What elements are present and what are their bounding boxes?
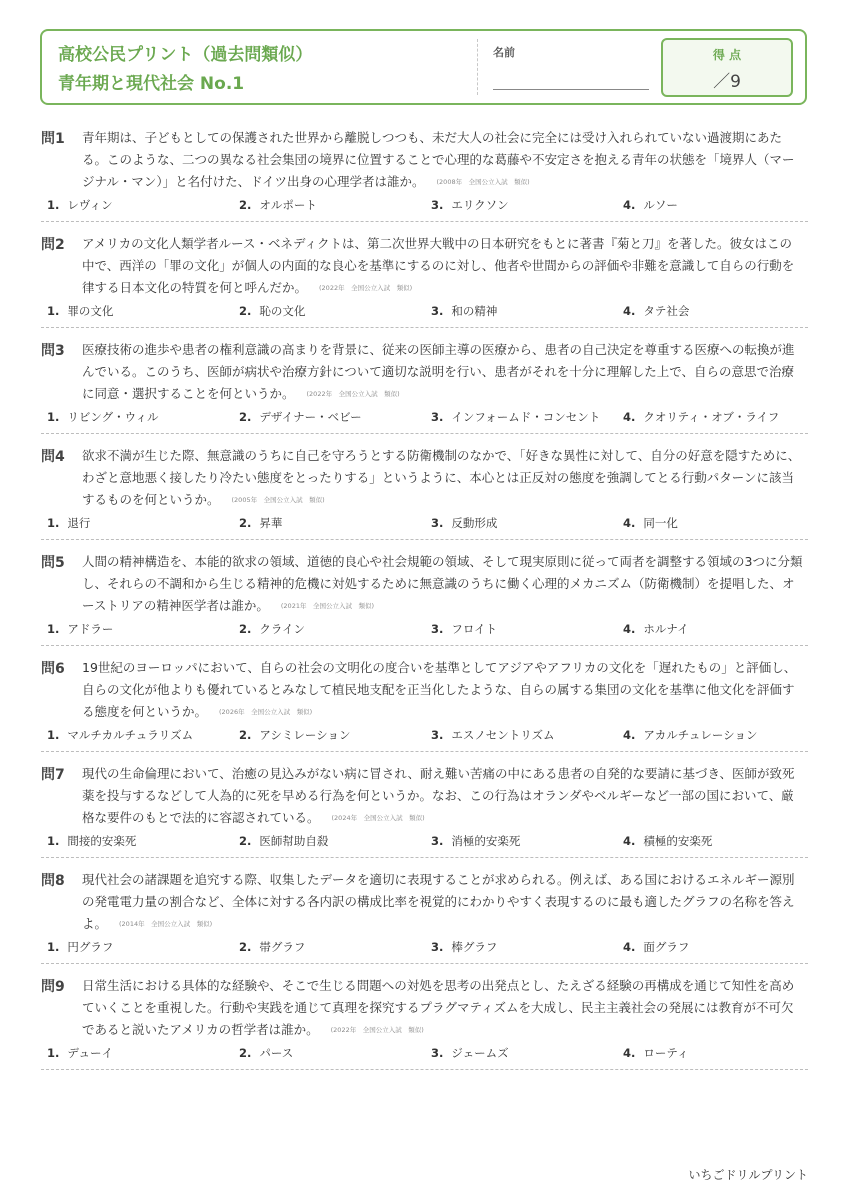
question-block xyxy=(41,546,808,646)
choice-number: 4. xyxy=(623,834,636,848)
question-block xyxy=(41,228,808,328)
answer-choice[interactable] xyxy=(623,939,689,955)
answer-choice[interactable] xyxy=(239,939,305,955)
answer-choice[interactable] xyxy=(431,1045,509,1061)
choice-number: 1. xyxy=(47,622,60,636)
question-body: 現代社会の諸課題を追究する際、収集したデータを適切に表現することが求められる。例えば、ある国におけるエネルギー源別の発電電力量の割合など、全体に対する各内訳の構成比率を視覚的にわかりやすく表現するのに最も適したグラフの名称を答えよ。 xyxy=(82,872,795,931)
question-number: 問7 xyxy=(41,767,65,783)
choice-number: 4. xyxy=(623,198,636,212)
question-text xyxy=(82,763,803,829)
question-source: (2005年 全国公立入試 類似) xyxy=(231,496,325,504)
question-body: 19世紀のヨーロッパにおいて、自らの社会の文明化の度合いを基準としてアジアやアフリカの文化を「遅れたもの」と評価し、自らの文化が他よりも優れているとみなして植民地支配を正当化したような、自らの属する集団の文化を基準に他文化を評価する態度を何というか。 xyxy=(82,660,797,719)
choice-label: 間接的安楽死 xyxy=(67,834,137,848)
choice-number: 3. xyxy=(431,834,444,848)
choice-label: マルチカルチュラリズム xyxy=(67,728,194,742)
name-label: 名前 xyxy=(493,46,515,59)
answer-choice[interactable] xyxy=(47,197,113,213)
answer-choice[interactable] xyxy=(623,727,757,743)
choice-number: 3. xyxy=(431,410,444,424)
answer-choice[interactable] xyxy=(47,727,193,743)
choice-number: 1. xyxy=(47,1046,60,1060)
question-block xyxy=(41,758,808,858)
question-text xyxy=(82,975,803,1041)
question-body: 日常生活における具体的な経験や、そこで生じる問題への対処を思考の出発点とし、たえざる経験の再構成を通じて知性を高めていくことを重視した。行動や実践を通じて真理を探究するプラグマティズムを大成し、民主主義社会の発展には教育が不可欠であると説いたアメリカの哲学者は誰か。 xyxy=(82,978,795,1037)
question-number: 問4 xyxy=(41,449,65,465)
choice-label: パース xyxy=(259,1046,294,1060)
choice-number: 1. xyxy=(47,410,60,424)
question-text xyxy=(82,869,803,935)
question-source: (2008年 全国公立入試 類似) xyxy=(436,178,530,186)
choice-label: 昇華 xyxy=(259,516,283,530)
answer-choice[interactable] xyxy=(431,303,497,319)
choice-number: 2. xyxy=(239,728,252,742)
choice-label: 罪の文化 xyxy=(67,304,114,318)
choice-number: 2. xyxy=(239,410,252,424)
choice-label: 同一化 xyxy=(643,516,678,530)
answer-choice[interactable] xyxy=(431,939,497,955)
choice-number: 4. xyxy=(623,1046,636,1060)
answer-choice[interactable] xyxy=(239,727,350,743)
choice-label: フロイト xyxy=(451,622,498,636)
choice-label: リビング・ウィル xyxy=(67,410,159,424)
question-body: 現代の生命倫理において、治癒の見込みがない病に冒され、耐え難い苦痛の中にある患者の自発的な要請に基づき、医師が致死薬を投与するなどして人為的に死を早める行為を何というか。なお、この行為はオランダやベルギーなど一部の国において、厳格な要件のもとで法的に容認されている。 xyxy=(82,766,795,825)
choice-number: 3. xyxy=(431,198,444,212)
choice-number: 2. xyxy=(239,1046,252,1060)
answer-choice[interactable] xyxy=(47,515,90,531)
answer-choice[interactable] xyxy=(623,197,678,213)
question-block xyxy=(41,334,808,434)
answer-choice[interactable] xyxy=(431,727,555,743)
question-number: 問2 xyxy=(41,237,65,253)
question-text xyxy=(82,445,803,511)
score-label: 得 点 xyxy=(712,48,742,62)
worksheet-header xyxy=(40,29,807,105)
name-field[interactable] xyxy=(493,89,649,90)
answer-choice[interactable] xyxy=(623,515,678,531)
answer-choice[interactable] xyxy=(239,621,305,637)
choice-number: 2. xyxy=(239,834,252,848)
answer-choice[interactable] xyxy=(47,833,136,849)
choice-number: 4. xyxy=(623,304,636,318)
choice-number: 2. xyxy=(239,516,252,530)
question-number: 問3 xyxy=(41,343,65,359)
choice-number: 1. xyxy=(47,304,60,318)
question-source: (2021年 全国公立入試 類似) xyxy=(280,602,375,610)
choice-label: 消極的安楽死 xyxy=(451,834,521,848)
choice-label: タテ社会 xyxy=(643,304,690,318)
choice-number: 1. xyxy=(47,728,60,742)
answer-choice[interactable] xyxy=(47,409,158,425)
question-number: 問6 xyxy=(41,661,65,677)
choice-label: エリクソン xyxy=(451,198,509,212)
question-source: (2024年 全国公立入試 類似) xyxy=(331,814,425,822)
choice-number: 1. xyxy=(47,940,60,954)
choice-label: 退行 xyxy=(67,516,91,530)
choice-label: アドラー xyxy=(67,622,114,636)
choice-label: 積極的安楽死 xyxy=(643,834,713,848)
question-text xyxy=(82,339,803,405)
answer-choice[interactable] xyxy=(239,409,362,425)
choice-label: デューイ xyxy=(67,1046,114,1060)
question-block xyxy=(41,652,808,752)
question-text xyxy=(82,657,803,723)
question-text xyxy=(82,127,803,193)
question-number: 問8 xyxy=(41,873,65,889)
choice-number: 3. xyxy=(431,728,444,742)
choice-label: アカルチュレーション xyxy=(643,728,758,742)
choice-label: ホルナイ xyxy=(643,622,689,636)
answer-choice[interactable] xyxy=(431,409,600,425)
choice-label: アシミレーション xyxy=(259,728,351,742)
choice-label: 恥の文化 xyxy=(259,304,306,318)
worksheet-title: 高校公民プリント（過去問類似） xyxy=(58,45,313,65)
answer-choice[interactable] xyxy=(623,303,689,319)
choice-label: エスノセントリズム xyxy=(451,728,555,742)
question-block xyxy=(41,122,808,222)
choice-label: クライン xyxy=(259,622,306,636)
question-text xyxy=(82,233,803,299)
answer-choice[interactable] xyxy=(623,833,712,849)
answer-choice[interactable] xyxy=(431,197,509,213)
answer-choice[interactable] xyxy=(239,197,317,213)
answer-choice[interactable] xyxy=(47,939,113,955)
worksheet-subtitle: 青年期と現代社会 No.1 xyxy=(58,74,245,94)
question-source: (2026年 全国公立入試 類似) xyxy=(219,708,313,716)
choice-number: 3. xyxy=(431,622,444,636)
question-source: (2022年 全国公立入試 類似) xyxy=(306,390,400,398)
choice-label: 棒グラフ xyxy=(451,940,498,954)
answer-choice[interactable] xyxy=(47,621,113,637)
choice-number: 4. xyxy=(623,940,636,954)
choice-number: 4. xyxy=(623,728,636,742)
footer-brand: いちごドリルプリント xyxy=(688,1168,808,1182)
choice-number: 3. xyxy=(431,304,444,318)
choice-number: 1. xyxy=(47,516,60,530)
answer-choice[interactable] xyxy=(47,303,113,319)
answer-choice[interactable] xyxy=(431,621,497,637)
question-number: 問5 xyxy=(41,555,65,571)
choice-number: 4. xyxy=(623,516,636,530)
answer-choice[interactable] xyxy=(623,409,779,425)
choice-label: ジェームズ xyxy=(451,1046,509,1060)
question-block xyxy=(41,970,808,1070)
question-source: (2014年 全国公立入試 類似) xyxy=(119,920,213,928)
choice-number: 2. xyxy=(239,940,252,954)
choice-label: クオリティ・オブ・ライフ xyxy=(643,410,780,424)
score-total: ／9 xyxy=(713,72,741,92)
question-source: (2022年 全国公立入試 類似) xyxy=(330,1026,424,1034)
choice-label: ルソー xyxy=(643,198,678,212)
choice-number: 2. xyxy=(239,304,252,318)
question-text xyxy=(82,551,803,617)
choice-number: 4. xyxy=(623,622,636,636)
answer-choice[interactable] xyxy=(623,1045,688,1061)
choice-label: 面グラフ xyxy=(643,940,690,954)
choice-label: 帯グラフ xyxy=(259,940,306,954)
question-source: (2022年 全国公立入試 類似) xyxy=(319,284,413,292)
question-number: 問1 xyxy=(41,131,65,147)
choice-number: 3. xyxy=(431,940,444,954)
choice-label: ローティ xyxy=(643,1046,689,1060)
answer-choice[interactable] xyxy=(431,833,520,849)
answer-choice[interactable] xyxy=(47,1045,113,1061)
question-body: 欲求不満が生じた際、無意識のうちに自己を守ろうとする防衛機制のなかで、「好きな異性に対して、自分の好意を隠すために、わざと意地悪く接したり冷たい態度をとったりする」というように、本心とは正反対の態度を強調してとる行動パターンに該当するものを何というか。 xyxy=(82,448,801,507)
choice-number: 4. xyxy=(623,410,636,424)
question-body: 青年期は、子どもとしての保護された世界から離脱しつつも、未だ大人の社会に完全には受け入れられていない過渡期にあたる。このような、二つの異なる社会集団の境界に位置することで心理的な葛藤や不安定さを抱える青年の状態を「境界人（マージナル・マン）」と名付けた、ドイツ出身の心理学者は誰か。 xyxy=(82,130,795,189)
choice-number: 1. xyxy=(47,834,60,848)
question-number: 問9 xyxy=(41,979,65,995)
choice-label: レヴィン xyxy=(67,198,113,212)
choice-label: 円グラフ xyxy=(67,940,114,954)
choice-number: 2. xyxy=(239,198,252,212)
answer-choice[interactable] xyxy=(623,621,689,637)
header-divider xyxy=(477,39,478,95)
choice-label: 反動形成 xyxy=(451,516,498,530)
answer-choice[interactable] xyxy=(239,303,305,319)
choice-label: オルポート xyxy=(259,198,317,212)
choice-label: インフォームド・コンセント xyxy=(451,410,601,424)
question-body: アメリカの文化人類学者ルース・ベネディクトは、第二次世界大戦中の日本研究をもとに著書『菊と刀』を著した。彼女はこの中で、西洋の「罪の文化」が個人の内面的な良心を基準にするのに対し、他者や世間からの評価や非難を意識して自らの行動を律する日本文化の特質を何と呼んだか。 xyxy=(82,236,795,295)
choice-number: 2. xyxy=(239,622,252,636)
question-block xyxy=(41,440,808,540)
score-box xyxy=(661,38,793,97)
question-body: 医療技術の進歩や患者の権利意識の高まりを背景に、従来の医師主導の医療から、患者の自己決定を尊重する医療への転換が進んでいる。このうち、医師が病状や治療方針について適切な説明を行い、患者がそれを十分に理解した上で、自らの意思で治療に同意・選択することを何というか。 xyxy=(82,342,795,401)
choice-label: デザイナー・ベビー xyxy=(259,410,362,424)
answer-choice[interactable] xyxy=(239,833,328,849)
answer-choice[interactable] xyxy=(239,1045,293,1061)
choice-label: 医師幇助自殺 xyxy=(259,834,329,848)
answer-choice[interactable] xyxy=(431,515,497,531)
choice-number: 3. xyxy=(431,1046,444,1060)
choice-number: 1. xyxy=(47,198,60,212)
question-block xyxy=(41,864,808,964)
answer-choice[interactable] xyxy=(239,515,282,531)
choice-number: 3. xyxy=(431,516,444,530)
question-body: 人間の精神構造を、本能的欲求の領域、道徳的良心や社会規範の領域、そして現実原則に従って両者を調整する領域の3つに分類し、それらの不調和から生じる精神的危機に対処するために無意識のうちに働く心理的メカニズム（防衛機制）を提唱した、オーストリアの精神医学者は誰か。 xyxy=(82,554,803,613)
choice-label: 和の精神 xyxy=(451,304,498,318)
